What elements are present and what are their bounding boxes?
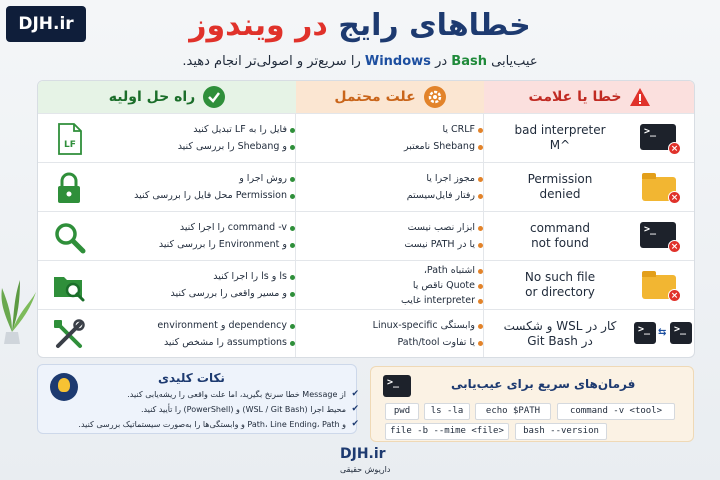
solution-line: و Shebang را بررسی کنید (87, 141, 287, 152)
title-accent: در ویندوز (189, 8, 328, 43)
cause-line: یا تفاوت Path/tool (315, 337, 475, 348)
cause-line: مجوز اجرا یا (315, 173, 475, 184)
cause-line: یا در PATH نیست (315, 239, 475, 250)
commands-title: فرمان‌های سریع برای عیب‌یابی (451, 377, 636, 391)
header-error-label: خطا یا علامت (528, 89, 622, 105)
terminal-icon (383, 375, 411, 397)
error-text: Permission denied (527, 172, 593, 201)
cause-line: رفتار فایل‌سیستم (315, 190, 475, 201)
folder-error-icon: × (640, 171, 684, 205)
commands-box (370, 366, 694, 442)
subtitle-part-1: عیب‌یابی (491, 54, 538, 69)
subtitle-part-3: را سریع‌تر و اصولی‌تر انجام دهید. (182, 54, 361, 69)
gear-icon (424, 86, 446, 108)
magnifier-icon (52, 220, 86, 254)
error-text: کار در WSL و شکست در Git Bash (503, 319, 617, 348)
command-chip[interactable]: command -v <tool> (557, 403, 675, 420)
table-row (38, 211, 695, 260)
solution-line: command -v را اجرا کنید (87, 222, 287, 233)
table-row (38, 260, 695, 309)
table-row (38, 309, 695, 358)
cause-line: ابزار نصب نیست (315, 222, 475, 233)
cause-line: Shebang نامعتبر (315, 141, 475, 152)
lock-icon (52, 171, 86, 205)
header-cause-label: علت محتمل (334, 89, 416, 105)
cause-line: interpreter غایب (315, 295, 475, 306)
errors-table (37, 80, 695, 358)
solution-line: و مسیر واقعی را بررسی کنید (87, 288, 287, 299)
command-chip[interactable]: pwd (385, 403, 419, 420)
footer-author: داریوش حقیقی (340, 465, 391, 474)
header-cause (296, 81, 484, 113)
terminal-error-icon: >_ × (640, 220, 684, 254)
page-subtitle (150, 54, 570, 69)
table-row (38, 162, 695, 211)
solution-line: و Environment را بررسی کنید (87, 239, 287, 250)
solution-line: assumptions را مشخص کنید (87, 337, 287, 348)
key-point: محیط اجرا (WSL / Git Bash) و (PowerShell) را تأیید کنید. ✔ (96, 405, 346, 414)
lightbulb-icon (50, 373, 78, 401)
key-points-box (37, 364, 357, 434)
folder-error-icon: × (640, 269, 684, 303)
key-point: و Path، Line Ending، Path و وابستگی‌ها را به‌صورت سیستماتیک بررسی کنید. ✔ (96, 420, 346, 429)
footer-logo[interactable]: DJH.ir (340, 446, 386, 462)
cause-line: Quote ناقص یا (315, 280, 475, 291)
command-chip[interactable]: echo $PATH (475, 403, 551, 420)
command-chip[interactable]: bash --version (515, 423, 607, 440)
page-title (150, 8, 570, 43)
wsl-gitbash-icon: >_ ⇆ >_ (640, 318, 684, 352)
header-error (484, 81, 695, 113)
subtitle-windows: Windows (364, 54, 431, 69)
plant-decoration (0, 258, 40, 348)
key-point: از Message خطا سرنخ بگیرید، اما علت واقعی را ریشه‌یابی کنید. ✔ (96, 390, 346, 399)
solution-line: Permission محل فایل را بررسی کنید (87, 190, 287, 201)
title-main: خطاهای رایج (338, 8, 531, 43)
cause-line: CRLF یا (315, 124, 475, 135)
header-solution-label: راه حل اولیه (108, 89, 196, 105)
error-text: command not found (530, 221, 590, 250)
key-points-title: نکات کلیدی (158, 371, 225, 385)
lf-icon-text: LF (64, 140, 76, 150)
solution-line: dependency و environment (87, 320, 287, 331)
terminal-error-icon: >_ × (640, 122, 684, 156)
header-solution (38, 81, 296, 113)
solution-line: ls و ls را اجرا کنید (87, 271, 287, 282)
solution-line: فایل را به LF تبدیل کنید (87, 124, 287, 135)
command-chip[interactable]: file -b --mime <file> (385, 423, 509, 440)
cause-line: وابستگی Linux-specific (315, 320, 475, 331)
table-row (38, 113, 695, 162)
solution-line: روش اجرا و (87, 173, 287, 184)
cause-line: اشتباه Path، (315, 265, 475, 276)
warning-icon (629, 86, 651, 108)
error-text: bad interpreter ^M (514, 123, 606, 152)
tools-icon (52, 318, 86, 352)
check-circle-icon (203, 86, 225, 108)
brand-logo[interactable]: DJH.ir (6, 6, 86, 42)
folder-search-icon (52, 269, 86, 303)
command-chip[interactable]: ls -la (424, 403, 470, 420)
subtitle-bash: Bash (451, 54, 487, 69)
subtitle-part-2: در (435, 54, 448, 69)
error-text: No such file or directory (524, 270, 596, 299)
lf-file-icon (52, 122, 86, 156)
